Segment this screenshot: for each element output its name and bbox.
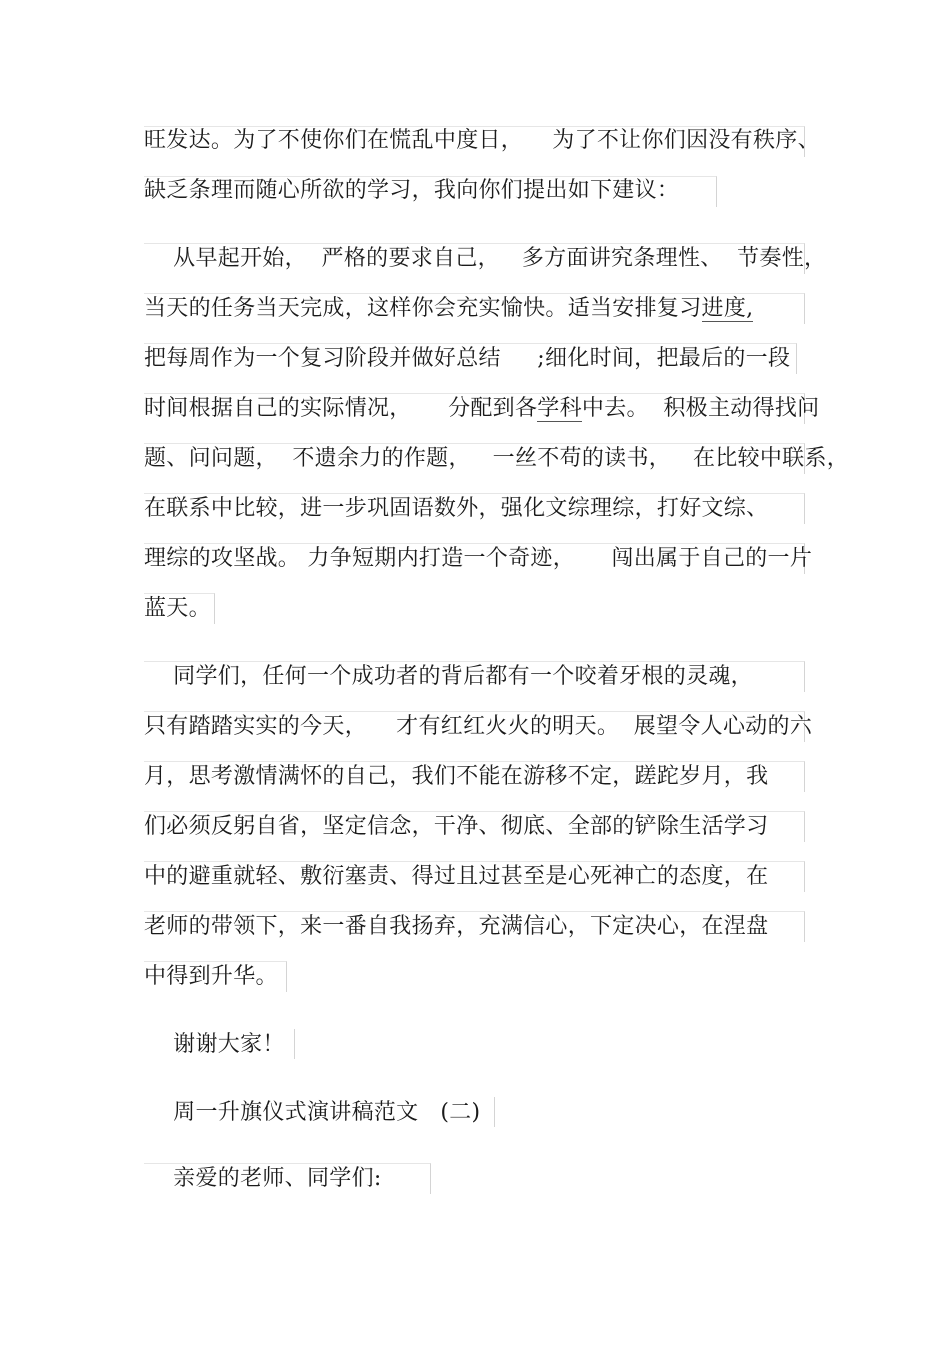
paragraph-line: 月，思考激情满怀的自己，我们不能在游移不定，蹉跎岁月，我 (144, 764, 769, 789)
paragraph-line: 老师的带领下，来一番自我扬弃，充满信心，下定决心，在涅盘 (144, 914, 769, 939)
paragraph-line: 中的避重就轻、敷衍塞责、得过且过甚至是心死神亡的态度，在 (144, 864, 769, 889)
paragraph-line: 蓝天。 (144, 596, 211, 621)
text-run: 中去。 积极主动得找问 (581, 396, 820, 421)
text-run: 时间根据自己的实际情况， 分配到各 (144, 396, 538, 421)
paragraph-line: 中得到升华。 (144, 964, 278, 989)
section-heading: 周一升旗仪式演讲稿范文 (二) (144, 1100, 481, 1125)
text-run: 当天的任务当天完成，这样你会充实愉快。适当安排复习 (144, 296, 702, 321)
paragraph-line: 理综的攻坚战。 力争短期内打造一个奇迹， 闯出属于自己的一片 (144, 546, 813, 571)
paragraph-line: 从早起开始， 严格的要求自己， 多方面讲究条理性、 节奏性， (144, 246, 827, 271)
paragraph-line (144, 391, 819, 427)
underlined-text: 学科 (537, 396, 582, 421)
paragraph-line: 在联系中比较，进一步巩固语数外，强化文综理综，打好文综、 (144, 496, 769, 521)
paragraph-line: 们必须反躬自省，坚定信念，干净、彻底、全部的铲除生活学习 (144, 814, 769, 839)
paragraph-line (144, 291, 753, 327)
paragraph-line: 题、问问题， 不遗余力的作题， 一丝不苟的读书， 在比较中联系， (144, 446, 850, 471)
paragraph-line: 缺乏条理而随心所欲的学习，我向你们提出如下建议： (144, 178, 680, 203)
paragraph-line: 只有踏踏实实的今天， 才有红红火火的明天。 展望令人心动的六 (144, 714, 813, 739)
paragraph-line: 把每周作为一个复习阶段并做好总结 ;细化时间，把最后的一段 (144, 346, 791, 371)
paragraph-line: 旺发达。为了不使你们在慌乱中度日， 为了不让你们因没有秩序、 (144, 128, 820, 153)
thanks-line: 谢谢大家！ (144, 1032, 285, 1057)
greeting-line: 亲爱的老师、同学们: (144, 1166, 382, 1191)
underlined-text: 进度, (701, 296, 754, 321)
paragraph-line: 同学们，任何一个成功者的背后都有一个咬着牙根的灵魂， (144, 664, 753, 689)
